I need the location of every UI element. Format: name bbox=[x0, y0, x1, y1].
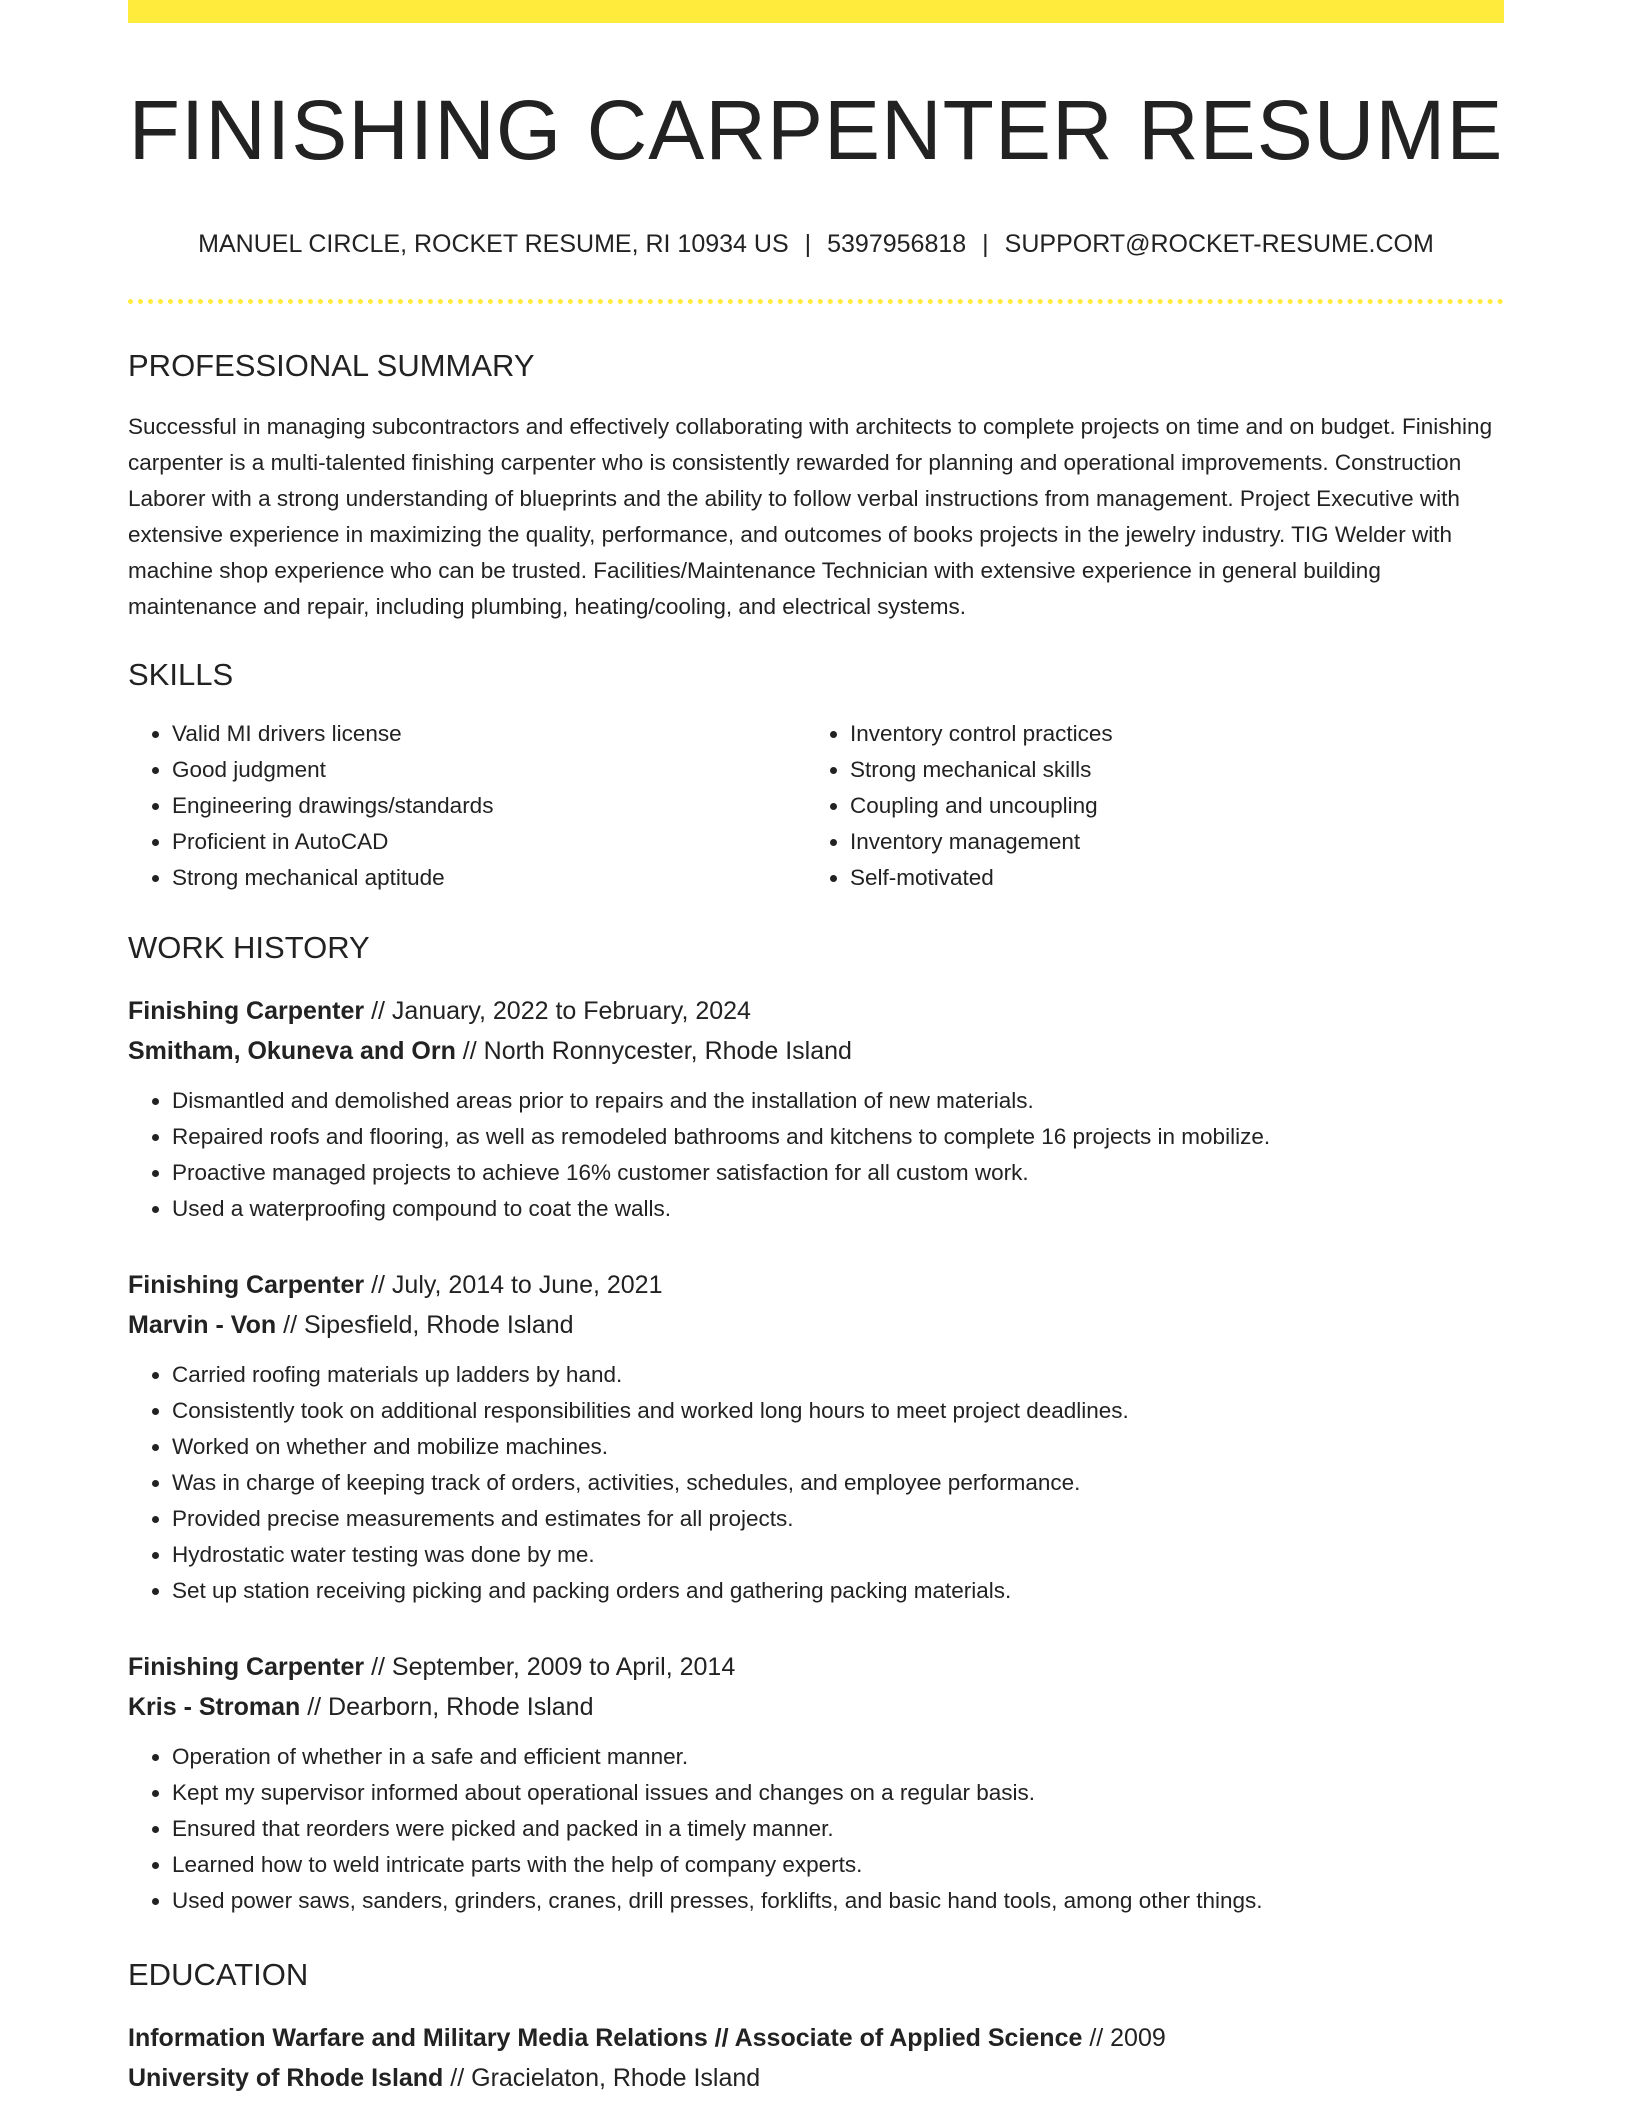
job-entry bbox=[128, 991, 1504, 1227]
skill-item: • Valid MI drivers license bbox=[172, 716, 806, 752]
resume-title: FINISHING CARPENTER RESUME bbox=[128, 83, 1504, 177]
skills-right-column bbox=[806, 716, 1484, 896]
education-entry bbox=[128, 2018, 1504, 2098]
job-duties bbox=[128, 1083, 1504, 1227]
job-duty: • Dismantled and demolished areas prior to repairs and the installation of new materials. bbox=[172, 1083, 1504, 1119]
skills-grid bbox=[128, 716, 1504, 896]
skill-item: • Good judgment bbox=[172, 752, 806, 788]
job-title-line bbox=[128, 1647, 1504, 1687]
job-duty: • Used power saws, sanders, grinders, cranes, drill presses, forklifts, and basic hand tools, among other things. bbox=[172, 1883, 1504, 1919]
job-duty: • Consistently took on additional responsibilities and worked long hours to meet project deadlines. bbox=[172, 1393, 1504, 1429]
skills-left-column bbox=[128, 716, 806, 896]
job-duty: • Was in charge of keeping track of orders, activities, schedules, and employee performance. bbox=[172, 1465, 1504, 1501]
job-location: // Dearborn, Rhode Island bbox=[300, 1692, 594, 1721]
job-dates: // July, 2014 to June, 2021 bbox=[364, 1270, 663, 1299]
education-school: University of Rhode Island bbox=[128, 2063, 444, 2092]
job-duty: • Repaired roofs and flooring, as well as remodeled bathrooms and kitchens to complete 16 projects in mobilize. bbox=[172, 1119, 1504, 1155]
job-dates: // January, 2022 to February, 2024 bbox=[364, 996, 751, 1025]
summary-heading: PROFESSIONAL SUMMARY bbox=[128, 347, 535, 383]
education-degree-line bbox=[128, 2018, 1504, 2058]
dotted-divider bbox=[128, 299, 1504, 304]
work-history-heading: WORK HISTORY bbox=[128, 929, 370, 965]
job-duty: • Set up station receiving picking and packing orders and gathering packing materials. bbox=[172, 1573, 1504, 1609]
contact-address: MANUEL CIRCLE, ROCKET RESUME, RI 10934 US bbox=[198, 230, 789, 259]
skills-heading: SKILLS bbox=[128, 656, 234, 692]
job-title: Finishing Carpenter bbox=[128, 996, 365, 1025]
job-duty: • Used a waterproofing compound to coat the walls. bbox=[172, 1191, 1504, 1227]
job-company: Marvin - Von bbox=[128, 1310, 277, 1339]
job-duty: • Learned how to weld intricate parts with the help of company experts. bbox=[172, 1847, 1504, 1883]
contact-separator: | bbox=[804, 230, 812, 259]
job-location: // North Ronnycester, Rhode Island bbox=[455, 1036, 852, 1065]
job-company-line bbox=[128, 1305, 1504, 1345]
contact-separator: | bbox=[982, 230, 989, 259]
job-duty: • Kept my supervisor informed about operational issues and changes on a regular basis. bbox=[172, 1775, 1504, 1811]
job-entry bbox=[128, 1265, 1504, 1609]
contact-phone: 5397956818 bbox=[827, 230, 967, 259]
skill-item: • Inventory control practices bbox=[850, 716, 1484, 752]
job-duty: • Operation of whether in a safe and efficient manner. bbox=[172, 1739, 1504, 1775]
education-location: // Gracielaton, Rhode Island bbox=[443, 2063, 761, 2092]
job-title: Finishing Carpenter bbox=[128, 1652, 365, 1681]
job-duty: • Hydrostatic water testing was done by me. bbox=[172, 1537, 1504, 1573]
summary-text: Successful in managing subcontractors and effectively collaborating with architects to complete projects on time and on budget. Finishing carpenter is a multi-talented finishing carpenter who is consistently rewarded for planning and operational improvements. Construction Laborer with a strong understanding of blueprints and the ability to follow verbal instructions from management. Project Executive with extensive experience in maximizing the quality, performance, and outcomes of books projects in the jewelry industry. TIG Welder with machine shop experience who can be trusted. Facilities/Maintenance Technician with extensive experience in general building maintenance and repair, including plumbing, heating/cooling, and electrical systems. bbox=[128, 413, 1493, 619]
job-duty: • Ensured that reorders were picked and packed in a timely manner. bbox=[172, 1811, 1504, 1847]
job-duties bbox=[128, 1357, 1504, 1609]
job-title-line bbox=[128, 991, 1504, 1031]
skill-item: • Inventory management bbox=[850, 824, 1484, 860]
job-duties bbox=[128, 1739, 1504, 1919]
job-duty: • Carried roofing materials up ladders by hand. bbox=[172, 1357, 1504, 1393]
education-degree: Information Warfare and Military Media Relations // Associate of Applied Science bbox=[128, 2023, 1083, 2052]
job-entry bbox=[128, 1647, 1504, 1919]
education-heading: EDUCATION bbox=[128, 1956, 309, 1992]
job-duty: • Provided precise measurements and estimates for all projects. bbox=[172, 1501, 1504, 1537]
job-duty: • Proactive managed projects to achieve 16% customer satisfaction for all custom work. bbox=[172, 1155, 1504, 1191]
skill-item: • Strong mechanical skills bbox=[850, 752, 1484, 788]
skill-item: • Proficient in AutoCAD bbox=[172, 824, 806, 860]
skill-item: • Self-motivated bbox=[850, 860, 1484, 896]
resume-page bbox=[128, 0, 1504, 2098]
job-duty: • Worked on whether and mobilize machines. bbox=[172, 1429, 1504, 1465]
skill-item: • Engineering drawings/standards bbox=[172, 788, 806, 824]
education-school-line bbox=[128, 2058, 1504, 2098]
contact-line bbox=[128, 231, 1504, 259]
skill-item: • Coupling and uncoupling bbox=[850, 788, 1484, 824]
job-company-line bbox=[128, 1687, 1504, 1727]
job-dates: // September, 2009 to April, 2014 bbox=[364, 1652, 736, 1681]
job-title: Finishing Carpenter bbox=[128, 1270, 365, 1299]
job-company-line bbox=[128, 1031, 1504, 1071]
job-company: Smitham, Okuneva and Orn bbox=[128, 1036, 456, 1065]
job-company: Kris - Stroman bbox=[128, 1692, 301, 1721]
skill-item: • Strong mechanical aptitude bbox=[172, 860, 806, 896]
contact-email: SUPPORT@ROCKET-RESUME.COM bbox=[1004, 230, 1434, 259]
job-title-line bbox=[128, 1265, 1504, 1305]
education-year: // 2009 bbox=[1082, 2023, 1166, 2052]
job-location: // Sipesfield, Rhode Island bbox=[276, 1310, 574, 1339]
accent-top-bar bbox=[128, 0, 1504, 23]
